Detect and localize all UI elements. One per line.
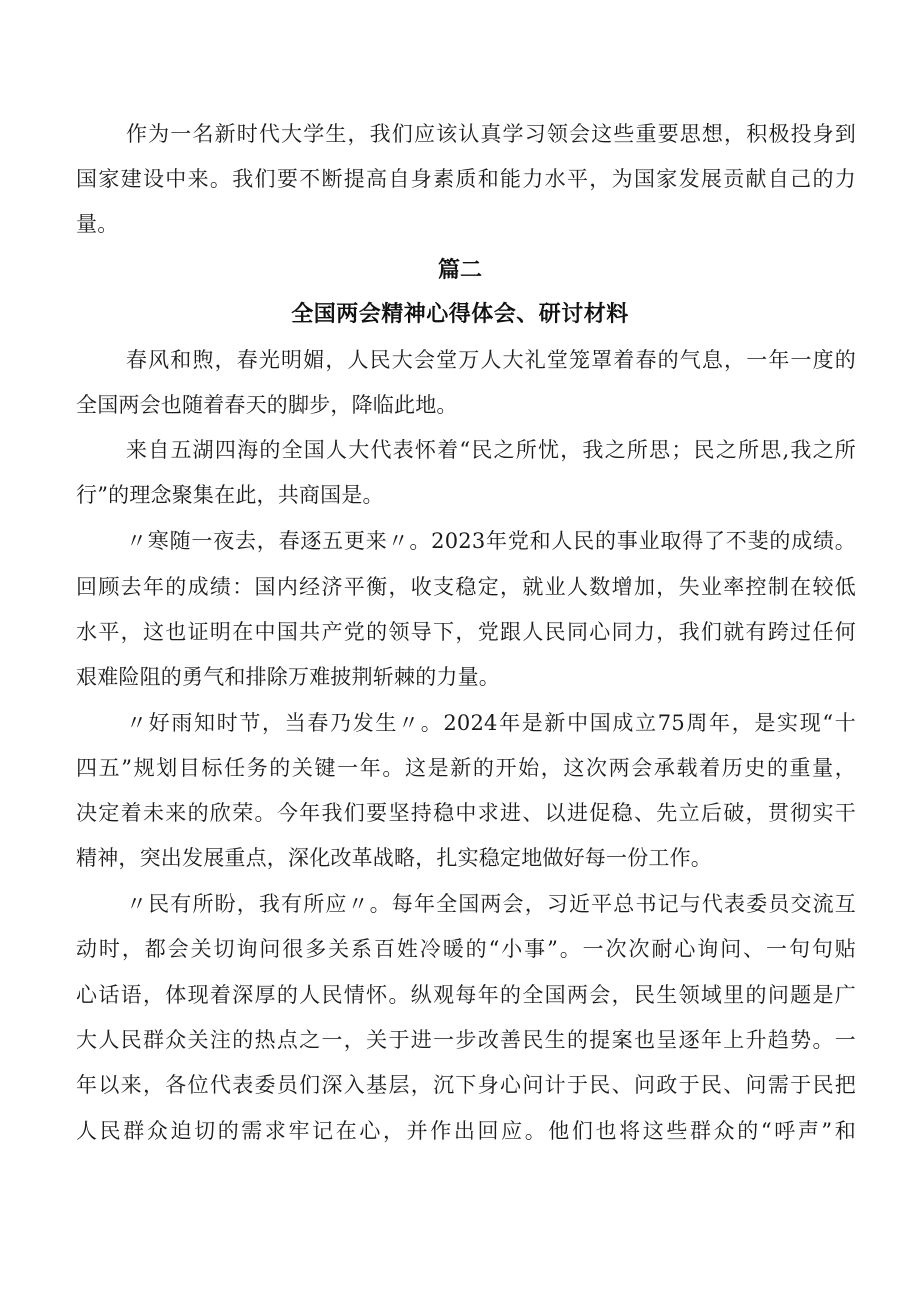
paragraph-line: 来自五湖四海的全国人大代表怀着“民之所忧，我之所思；民之所思,我之所 xyxy=(126,438,856,462)
paragraph-line: 〃民有所盼，我有所应〃。每年全国两会，习近平总书记与代表委员交流互 xyxy=(126,892,856,916)
paragraph-line: 〃寒随一夜去，春逐五更来〃。2023年党和人民的事业取得了不斐的成绩。 xyxy=(126,529,856,553)
paragraph-line: 作为一名新时代大学生，我们应该认真学习领会这些重要思想，积极投身到 xyxy=(126,122,856,146)
paragraph-line: 回顾去年的成绩：国内经济平衡，收支稳定，就业人数增加，失业率控制在较低 xyxy=(76,575,856,599)
chapter-heading: 篇二 xyxy=(437,258,482,283)
paragraph-line: 年以来，各位代表委员们深入基层，沉下身心问计于民、问政于民、问需于民把 xyxy=(76,1073,856,1097)
paragraph-line: 国家建设中来。我们要不断提高自身素质和能力水平，为国家发展贡献自己的力 xyxy=(76,167,856,191)
paragraph-line: 心话语，体现着深厚的人民情怀。纵观每年的全国两会，民生领域里的问题是广 xyxy=(76,983,856,1007)
paragraph-line: 艰难险阻的勇气和排除万难披荆斩棘的力量。 xyxy=(76,665,500,689)
paragraph-line: 〃好雨知时节，当春乃发生〃。2024年是新中国成立75周年，是实现“十 xyxy=(126,711,856,735)
section-title: 全国两会精神心得体会、研讨材料 xyxy=(291,302,629,327)
paragraph-line: 水平，这也证明在中国共产党的领导下，党跟人民同心同力，我们就有跨过任何 xyxy=(76,620,856,644)
paragraph-line: 决定着未来的欣荣。今年我们要坚持稳中求进、以进促稳、先立后破，贯彻实干 xyxy=(76,801,856,825)
paragraph-line: 行”的理念聚集在此，共商国是。 xyxy=(76,483,384,507)
paragraph-line: 春风和煦，春光明媚，人民大会堂万人大礼堂笼罩着春的气息，一年一度的 xyxy=(126,348,856,372)
paragraph-line: 量。 xyxy=(76,212,119,236)
paragraph-line: 四五”规划目标任务的关键一年。这是新的开始，这次两会承载着历史的重量， xyxy=(76,756,856,780)
paragraph-line: 大人民群众关注的热点之一，关于进一步改善民生的提案也呈逐年上升趋势。一 xyxy=(76,1028,856,1052)
paragraph-line: 全国两会也随着春天的脚步，降临此地。 xyxy=(76,393,458,417)
paragraph-line: 精神，突出发展重点，深化改革战略，扎实稳定地做好每一份工作。 xyxy=(76,846,712,870)
paragraph-line: 人民群众迫切的需求牢记在心，并作出回应。他们也将这些群众的“呼声”和 xyxy=(76,1119,856,1143)
paragraph-line: 动时，都会关切询问很多关系百姓冷暖的“小事”。一次次耐心询问、一句句贴 xyxy=(76,937,856,961)
